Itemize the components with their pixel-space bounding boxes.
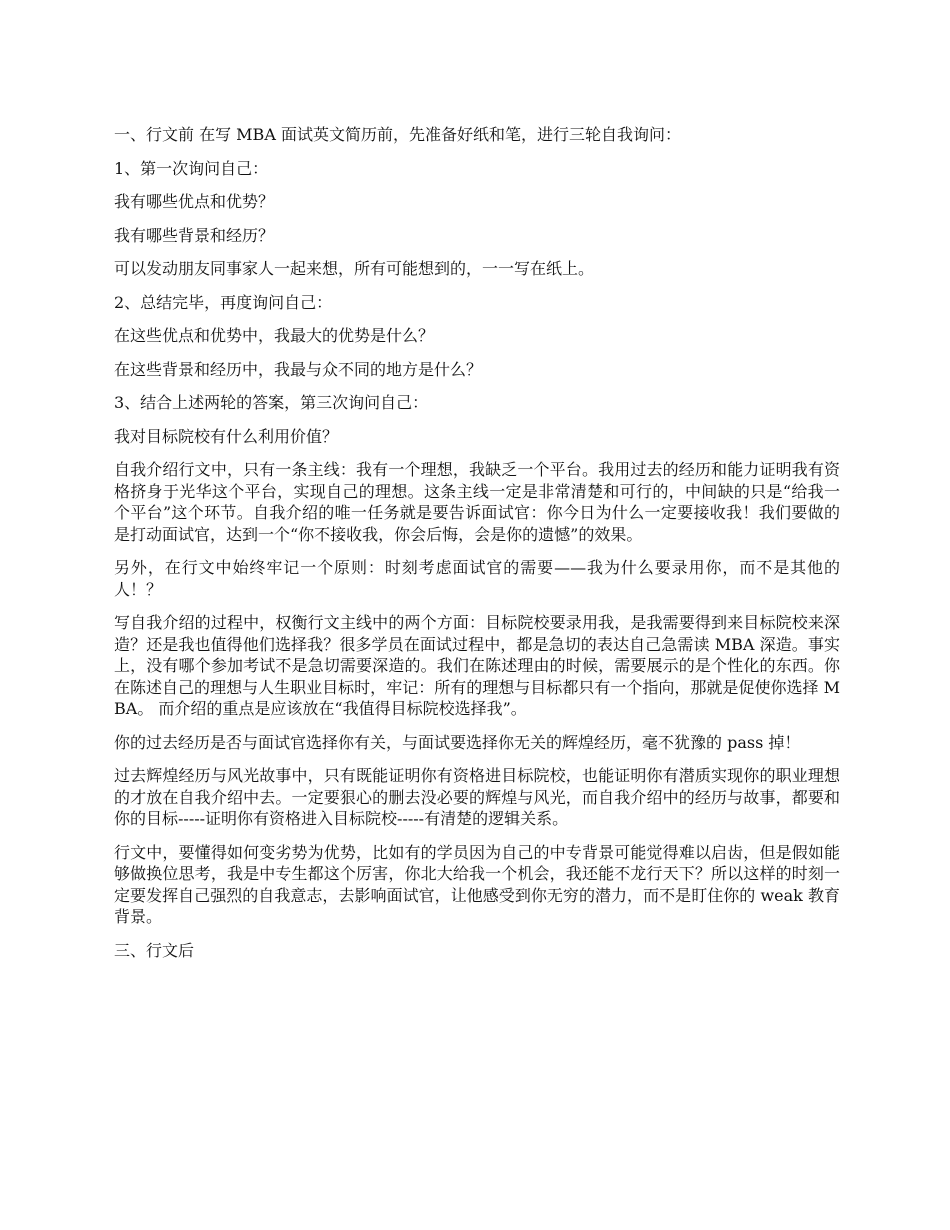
paragraph-brainstorm: 可以发动朋友同事家人一起来想，所有可能想到的，一一写在纸上。 <box>114 259 595 278</box>
document-page <box>114 124 840 973</box>
subheading-first-question: 1、第一次询问自己： <box>114 158 269 178</box>
subheading-third-question: 3、结合上述两轮的答案，第三次询问自己： <box>114 393 429 412</box>
paragraph-weakness-to-strength: 行文中，要懂得如何变劣势为优势，比如有的学员因为自己的中专背景可能觉得难以启齿，但是假如能够做换位思考，我是中专生都这个厉害，你北大给我一个机会，我还能不龙行天下？所以这样的时刻一定要发挥自己强烈的自我意志，去影响面试官，让他感受到你无穷的潜力，而不是盯住你的 weak 教育背景。 <box>114 842 840 926</box>
subheading-second-question: 2、总结完毕，再度询问自己： <box>114 292 333 312</box>
paragraph-glory-stories: 过去辉煌经历与风光故事中，只有既能证明你有资格进目标院校，也能证明你有潜质实现你的职业理想的才放在自我介绍中去。一定要狠心的删去没必要的辉煌与风光，而自我介绍中的经历与故事，都要和你的目标-----证明你有资格进入目标院校-----有清楚的逻辑关系。 <box>114 766 840 828</box>
paragraph-main-thread: 自我介绍行文中，只有一条主线：我有一个理想，我缺乏一个平台。我用过去的经历和能力证明我有资格挤身于光华这个平台，实现自己的理想。这条主线一定是非常清楚和可行的，中间缺的只是“给我一个平台”这个环节。自我介绍的唯一任务就是要告诉面试官：你今日为什么一定要接收我！我们要做的是打动面试官，达到一个“你不接收我，你会后悔，会是你的遗憾”的效果。 <box>114 460 840 544</box>
heading-section-1: 一、行文前 在写 MBA 面试英文简历前，先准备好纸和笔，进行三轮自我询问： <box>114 125 681 144</box>
question-strengths: 我有哪些优点和优势？ <box>114 192 275 211</box>
question-background: 我有哪些背景和经历？ <box>114 225 275 245</box>
heading-section-3: 三、行文后 <box>114 940 195 960</box>
paragraph-principle: 另外，在行文中始终牢记一个原则：时刻考虑面试官的需要——我为什么要录用你，而不是其他的人！？ <box>114 558 840 599</box>
paragraph-balance: 写自我介绍的过程中，权衡行文主线中的两个方面：目标院校要录用我，是我需要得到来目标院校来深造？还是我也值得他们选择我？很多学员在面试过程中，都是急切的表达自己急需读 MBA 深造。事实上，没有哪个参加考试不是急切需要深造的。我们在陈述理由的时候，需要展示的是个性化的东西。你在陈述自己的理想与人生职业目标时，牢记：所有的理想与目标都只有一个指向，那就是促使你选择 MBA。 而介绍的重点是应该放在“我值得目标院校选择我”。 <box>114 613 840 718</box>
question-unique-experience: 在这些背景和经历中，我最与众不同的地方是什么？ <box>114 359 483 379</box>
paragraph-past-experience: 你的过去经历是否与面试官选择你有关，与面试要选择你无关的辉煌经历，毫不犹豫的 pass 掉！ <box>114 732 801 752</box>
question-biggest-strength: 在这些优点和优势中，我最大的优势是什么？ <box>114 326 435 345</box>
question-target-value: 我对目标院校有什么利用价值？ <box>114 426 339 446</box>
